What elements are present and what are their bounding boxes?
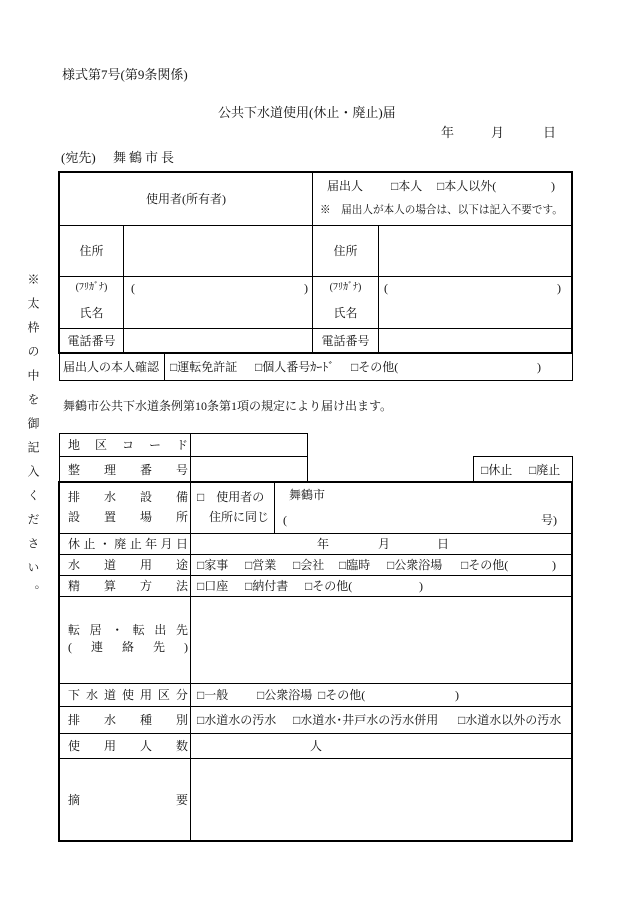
drain-location-open-paren: ( bbox=[283, 513, 287, 527]
notifier-self-checkbox[interactable]: □本人 bbox=[391, 179, 423, 193]
label-glyph: ・ bbox=[111, 623, 124, 637]
settlement-other-checkbox[interactable]: □その他( bbox=[305, 579, 353, 593]
identity-check-label: 届出人の本人確認 bbox=[63, 360, 160, 374]
notifier-cell bbox=[313, 173, 571, 226]
notifier-furigana-label: (ﾌﾘｶﾞﾅ) bbox=[329, 282, 362, 293]
water-use-business-checkbox[interactable]: □営業 bbox=[245, 558, 277, 572]
label-glyph: 廃 bbox=[114, 537, 127, 551]
sewer-use-general-checkbox[interactable]: □一般 bbox=[197, 688, 229, 702]
label-glyph: 絡 bbox=[121, 640, 134, 654]
notifier-phone-field[interactable] bbox=[379, 329, 571, 352]
label-glyph: 出 bbox=[154, 623, 167, 637]
label-glyph: 水 bbox=[103, 490, 116, 504]
status-suspend-checkbox[interactable]: □休止 bbox=[481, 462, 513, 477]
identity-check-options bbox=[165, 354, 572, 380]
user-owner-label-cell bbox=[60, 173, 313, 226]
user-name-field[interactable] bbox=[124, 277, 313, 329]
user-name-label-cell bbox=[60, 277, 124, 329]
sewer-use-options bbox=[191, 684, 571, 707]
water-use-options bbox=[191, 555, 571, 576]
label-glyph: 日 bbox=[175, 537, 188, 551]
label-glyph: 水 bbox=[85, 688, 98, 702]
identity-check-label-cell bbox=[60, 354, 165, 380]
settlement-payment-slip-checkbox[interactable]: □納付書 bbox=[245, 579, 289, 593]
notifier-label: 届出人 bbox=[327, 179, 364, 193]
identity-drivers-license-checkbox[interactable]: □運転免許証 bbox=[170, 360, 238, 374]
date-month-label: 月 bbox=[491, 125, 505, 140]
notifier-note: ※ 届出人が本人の場合は、以下は記入不要です。 bbox=[320, 205, 563, 216]
forwarding-field[interactable] bbox=[191, 597, 571, 684]
drain-location-label-line2 bbox=[68, 511, 188, 523]
label-glyph: 使 bbox=[121, 688, 134, 702]
office-use-table bbox=[59, 433, 308, 482]
reference-number-label-cell bbox=[60, 457, 191, 482]
identity-other-checkbox[interactable]: □その他( bbox=[351, 360, 399, 374]
label-glyph: ( bbox=[68, 640, 72, 654]
label-glyph: 止 bbox=[129, 537, 142, 551]
sewer-use-other-checkbox[interactable]: □その他( bbox=[318, 688, 366, 702]
label-glyph: 止 bbox=[83, 537, 96, 551]
date-year-label: 年 bbox=[441, 125, 455, 140]
sewer-use-label-cell bbox=[60, 684, 191, 707]
form-title: 公共下水道使用(休止・廃止)届 bbox=[218, 105, 396, 120]
date-day-label: 日 bbox=[543, 125, 557, 140]
same-as-address-checkbox[interactable]: □ 使用者の bbox=[197, 490, 265, 504]
label-glyph: 番 bbox=[139, 462, 152, 477]
label-glyph: 年 bbox=[145, 537, 158, 551]
label-glyph: 居 bbox=[89, 623, 102, 637]
label-glyph: 算 bbox=[103, 579, 116, 593]
label-glyph: 用 bbox=[139, 558, 152, 572]
label-glyph: 設 bbox=[139, 490, 152, 504]
drain-location-label-cell bbox=[60, 483, 191, 534]
identity-check-row bbox=[59, 354, 573, 381]
sewer-use-other-close-paren: ) bbox=[455, 688, 459, 702]
label-glyph: 途 bbox=[175, 558, 188, 572]
side-note: ※太枠の中を御記入ください。 bbox=[26, 273, 40, 609]
user-furigana-close-paren: ) bbox=[304, 281, 308, 295]
label-glyph: 水 bbox=[68, 558, 81, 572]
water-use-public-bath-checkbox[interactable]: □公衆浴場 bbox=[387, 558, 443, 572]
notifier-name-field[interactable] bbox=[379, 277, 571, 329]
label-glyph: 転 bbox=[68, 623, 81, 637]
label-glyph: コ bbox=[121, 438, 134, 452]
label-glyph: 排 bbox=[68, 490, 81, 504]
addressee-label: (宛先) bbox=[61, 150, 96, 165]
user-info-table bbox=[58, 171, 573, 354]
remarks-label bbox=[68, 759, 188, 840]
notifier-address-label: 住所 bbox=[333, 244, 358, 258]
label-glyph: 理 bbox=[103, 462, 116, 477]
label-glyph: 連 bbox=[90, 640, 103, 654]
label-glyph: 精 bbox=[68, 579, 81, 593]
settlement-other-close-paren: ) bbox=[419, 579, 423, 593]
settlement-options bbox=[191, 576, 571, 597]
label-glyph: ド bbox=[175, 438, 188, 452]
water-use-household-checkbox[interactable]: □家事 bbox=[197, 558, 229, 572]
label-glyph: 道 bbox=[103, 558, 116, 572]
stop-date-year-label: 年 bbox=[317, 537, 330, 551]
user-address-field[interactable] bbox=[124, 226, 313, 277]
label-glyph: 地 bbox=[68, 438, 81, 452]
occupants-field[interactable] bbox=[191, 734, 571, 759]
reference-number-label bbox=[68, 457, 188, 482]
user-phone-field[interactable] bbox=[124, 329, 313, 352]
drain-location-field[interactable] bbox=[275, 483, 571, 534]
user-furigana-open-paren: ( bbox=[131, 281, 135, 295]
label-glyph: 備 bbox=[175, 490, 188, 504]
water-use-label bbox=[68, 555, 188, 575]
label-glyph: 別 bbox=[175, 713, 188, 727]
sewer-use-public-bath-checkbox[interactable]: □公衆浴場 bbox=[257, 688, 313, 702]
label-glyph: 先 bbox=[175, 623, 188, 637]
drainage-type-options bbox=[191, 707, 571, 734]
stop-date-label bbox=[68, 534, 188, 554]
occupants-label-cell bbox=[60, 734, 191, 759]
drain-location-label-line1 bbox=[68, 491, 188, 503]
drainage-type-label bbox=[68, 707, 188, 733]
label-glyph: 要 bbox=[175, 792, 188, 807]
label-glyph: 数 bbox=[175, 739, 188, 753]
label-glyph: 先 bbox=[152, 640, 165, 654]
label-glyph: 道 bbox=[103, 688, 116, 702]
area-code-label-cell bbox=[60, 434, 191, 457]
notifier-other-close-paren: ) bbox=[551, 179, 555, 193]
area-code-field[interactable] bbox=[191, 434, 307, 457]
drain-location-city: 舞鶴市 bbox=[289, 488, 326, 502]
label-glyph: 分 bbox=[175, 688, 188, 702]
water-use-other-close-paren: ) bbox=[552, 558, 556, 572]
user-address-label-cell bbox=[60, 226, 124, 277]
status-abolish-checkbox[interactable]: □廃止 bbox=[529, 462, 561, 477]
stop-date-field[interactable] bbox=[191, 534, 571, 555]
notifier-furigana-close-paren: ) bbox=[557, 281, 561, 295]
user-address-label: 住所 bbox=[79, 244, 104, 258]
settlement-label bbox=[68, 576, 188, 596]
label-glyph: 種 bbox=[139, 713, 152, 727]
form-number: 様式第7号(第9条関係) bbox=[62, 67, 188, 82]
stop-date-label-cell bbox=[60, 534, 191, 555]
drainage-type-label-cell bbox=[60, 707, 191, 734]
notifier-other-checkbox[interactable]: □本人以外( bbox=[437, 179, 497, 193]
area-code-label bbox=[68, 434, 188, 456]
label-glyph: 置 bbox=[103, 510, 116, 524]
stop-date-day-label: 日 bbox=[437, 537, 450, 551]
label-glyph: 下 bbox=[68, 688, 81, 702]
water-use-other-checkbox[interactable]: □その他( bbox=[461, 558, 509, 572]
water-use-company-checkbox[interactable]: □会社 bbox=[293, 558, 325, 572]
drainage-non-tap-checkbox[interactable]: □水道水以外の汚水 bbox=[458, 713, 562, 727]
label-glyph: 転 bbox=[132, 623, 145, 637]
addressee: 舞鶴市長 bbox=[113, 150, 178, 165]
occupants-label bbox=[68, 734, 188, 758]
label-glyph: 設 bbox=[68, 510, 81, 524]
same-as-address-text: 住所に同じ bbox=[209, 510, 270, 524]
label-glyph: 区 bbox=[94, 438, 107, 452]
label-glyph: 場 bbox=[139, 510, 152, 524]
water-use-temporary-checkbox[interactable]: □臨時 bbox=[339, 558, 371, 572]
label-glyph: 使 bbox=[68, 739, 81, 753]
status-box bbox=[473, 456, 573, 482]
identity-my-number-card-checkbox[interactable]: □個人番号ｶｰﾄﾞ bbox=[255, 360, 335, 374]
notifier-furigana-open-paren: ( bbox=[384, 281, 388, 295]
label-glyph: 号 bbox=[175, 462, 188, 477]
settlement-label-cell bbox=[60, 576, 191, 597]
notifier-name-label: 氏名 bbox=[333, 306, 358, 320]
notifier-address-label-cell bbox=[313, 226, 379, 277]
same-as-address-cell bbox=[191, 483, 275, 534]
forwarding-label-cell bbox=[60, 597, 191, 684]
label-glyph: 用 bbox=[103, 739, 116, 753]
label-glyph: 休 bbox=[68, 537, 81, 551]
label-glyph: 用 bbox=[139, 688, 152, 702]
drainage-tap-and-well-checkbox[interactable]: □水道水･井戸水の汚水併用 bbox=[293, 713, 439, 727]
label-glyph: 方 bbox=[139, 579, 152, 593]
label-glyph: 摘 bbox=[68, 792, 81, 807]
user-phone-label-cell bbox=[60, 329, 124, 352]
occupants-unit: 人 bbox=[310, 739, 323, 753]
settlement-account-checkbox[interactable]: □口座 bbox=[197, 579, 229, 593]
label-glyph: 区 bbox=[157, 688, 170, 702]
notifier-address-field[interactable] bbox=[379, 226, 571, 277]
forwarding-label-line1 bbox=[68, 624, 188, 636]
forwarding-label-line2 bbox=[68, 641, 188, 653]
drain-location-number-suffix: 号) bbox=[541, 513, 557, 527]
label-glyph: 整 bbox=[68, 462, 81, 477]
notifier-name-label-cell bbox=[313, 277, 379, 329]
details-table bbox=[58, 481, 573, 842]
stop-date-month-label: 月 bbox=[378, 537, 391, 551]
declaration-text: 舞鶴市公共下水道条例第10条第1項の規定により届け出ます。 bbox=[63, 399, 393, 413]
label-glyph: 人 bbox=[139, 739, 152, 753]
label-glyph: 所 bbox=[175, 510, 188, 524]
label-glyph: ー bbox=[148, 438, 161, 452]
sewer-use-label bbox=[68, 684, 188, 706]
reference-number-field[interactable] bbox=[191, 457, 307, 482]
remarks-field[interactable] bbox=[191, 759, 571, 840]
label-glyph: 水 bbox=[103, 713, 116, 727]
label-glyph: ・ bbox=[98, 537, 111, 551]
label-glyph: 月 bbox=[160, 537, 173, 551]
label-glyph: ) bbox=[183, 640, 188, 654]
notifier-phone-label: 電話番号 bbox=[321, 333, 370, 348]
label-glyph: 排 bbox=[68, 713, 81, 727]
remarks-label-cell bbox=[60, 759, 191, 840]
drainage-tap-water-checkbox[interactable]: □水道水の汚水 bbox=[197, 713, 277, 727]
water-use-label-cell bbox=[60, 555, 191, 576]
user-owner-label: 使用者(所有者) bbox=[146, 192, 226, 206]
user-furigana-label: (ﾌﾘｶﾞﾅ) bbox=[75, 282, 108, 293]
label-glyph: 法 bbox=[175, 579, 188, 593]
notifier-phone-label-cell bbox=[313, 329, 379, 352]
user-phone-label: 電話番号 bbox=[67, 333, 116, 348]
user-name-label: 氏名 bbox=[79, 306, 104, 320]
identity-other-close-paren: ) bbox=[537, 360, 541, 374]
